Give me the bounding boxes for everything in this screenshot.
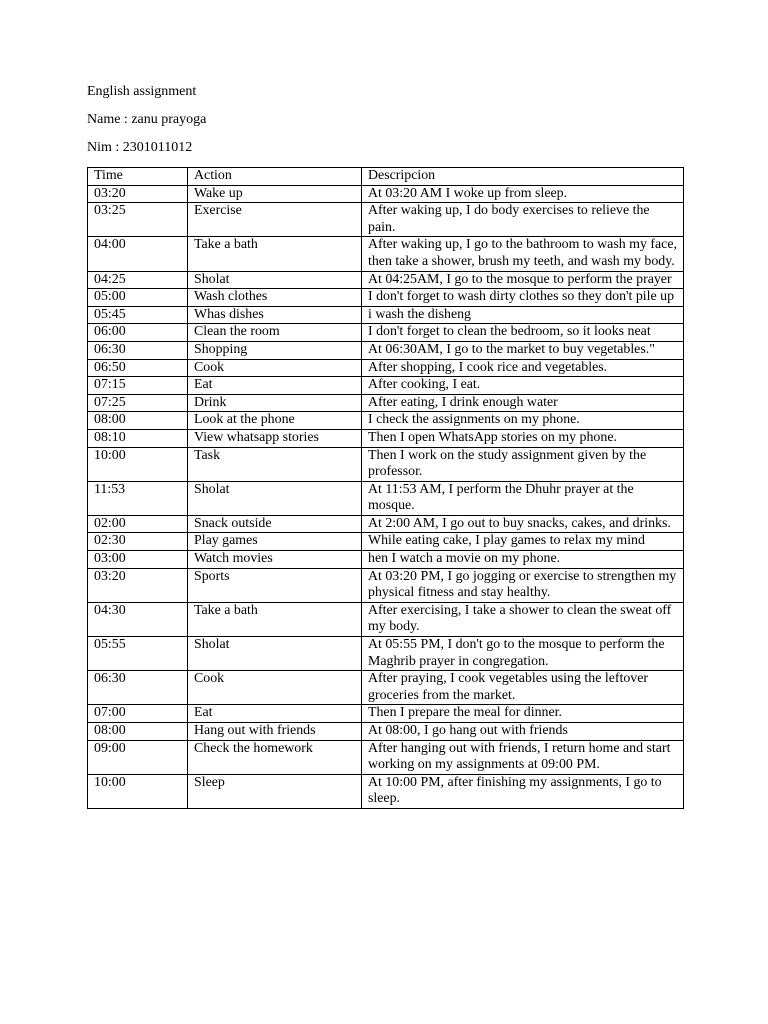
description-cell: At 11:53 AM, I perform the Dhuhr prayer at the mosque. [362,481,684,515]
action-cell: Sholat [188,481,362,515]
description-cell: Then I open WhatsApp stories on my phone. [362,429,684,447]
time-cell: 07:15 [88,377,188,395]
description-cell: After waking up, I do body exercises to relieve the pain. [362,203,684,237]
table-row [88,341,684,359]
time-cell: 08:00 [88,412,188,430]
time-cell: 06:50 [88,359,188,377]
action-cell: Sholat [188,637,362,671]
action-cell: Exercise [188,203,362,237]
description-cell: At 06:30AM, I go to the market to buy vegetables." [362,341,684,359]
action-cell: Sholat [188,271,362,289]
description-cell: hen I watch a movie on my phone. [362,551,684,569]
table-row [88,394,684,412]
table-row [88,637,684,671]
time-cell: 09:00 [88,740,188,774]
time-cell: 02:00 [88,515,188,533]
table-row [88,271,684,289]
description-cell: Then I work on the study assignment given by the professor. [362,447,684,481]
time-cell: 11:53 [88,481,188,515]
description-cell: At 10:00 PM, after finishing my assignments, I go to sleep. [362,774,684,808]
action-cell: Take a bath [188,602,362,636]
table-row [88,671,684,705]
header-action: Action [188,168,362,186]
table-header-row [88,168,684,186]
description-cell: I check the assignments on my phone. [362,412,684,430]
table-row [88,723,684,741]
schedule-body [88,185,684,808]
description-cell: At 2:00 AM, I go out to buy snacks, cakes, and drinks. [362,515,684,533]
description-cell: At 08:00, I go hang out with friends [362,723,684,741]
table-row [88,237,684,271]
description-cell: At 03:20 PM, I go jogging or exercise to strengthen my physical fitness and stay healthy. [362,568,684,602]
header-time: Time [88,168,188,186]
action-cell: Cook [188,359,362,377]
time-cell: 07:00 [88,705,188,723]
description-cell: After hanging out with friends, I return home and start working on my assignments at 09:00 PM. [362,740,684,774]
time-cell: 03:20 [88,185,188,203]
description-cell: While eating cake, I play games to relax my mind [362,533,684,551]
time-cell: 08:10 [88,429,188,447]
time-cell: 06:30 [88,341,188,359]
action-cell: Take a bath [188,237,362,271]
action-cell: Wash clothes [188,289,362,307]
time-cell: 05:55 [88,637,188,671]
time-cell: 06:00 [88,324,188,342]
description-cell: After exercising, I take a shower to clean the sweat off my body. [362,602,684,636]
action-cell: Watch movies [188,551,362,569]
table-row [88,306,684,324]
time-cell: 03:00 [88,551,188,569]
action-cell: Sleep [188,774,362,808]
document-title: English assignment [87,84,197,99]
time-cell: 03:20 [88,568,188,602]
description-cell: I don't forget to clean the bedroom, so it looks neat [362,324,684,342]
time-cell: 10:00 [88,447,188,481]
description-cell: I don't forget to wash dirty clothes so they don't pile up [362,289,684,307]
action-cell: Whas dishes [188,306,362,324]
action-cell: Eat [188,705,362,723]
table-row [88,324,684,342]
description-cell: After cooking, I eat. [362,377,684,395]
action-cell: Drink [188,394,362,412]
table-row [88,774,684,808]
table-row [88,412,684,430]
header-description: Descripcion [362,168,684,186]
time-cell: 05:45 [88,306,188,324]
action-cell: Clean the room [188,324,362,342]
table-row [88,289,684,307]
action-cell: Cook [188,671,362,705]
action-cell: Eat [188,377,362,395]
description-cell: After eating, I drink enough water [362,394,684,412]
action-cell: Sports [188,568,362,602]
action-cell: View whatsapp stories [188,429,362,447]
table-row [88,359,684,377]
description-cell: i wash the disheng [362,306,684,324]
action-cell: Check the homework [188,740,362,774]
student-nim: Nim : 2301011012 [87,140,193,155]
description-cell: After shopping, I cook rice and vegetables. [362,359,684,377]
description-cell: After praying, I cook vegetables using the leftover groceries from the market. [362,671,684,705]
action-cell: Hang out with friends [188,723,362,741]
action-cell: Wake up [188,185,362,203]
description-cell: Then I prepare the meal for dinner. [362,705,684,723]
table-row [88,515,684,533]
table-row [88,447,684,481]
time-cell: 02:30 [88,533,188,551]
table-row [88,185,684,203]
time-cell: 08:00 [88,723,188,741]
table-row [88,551,684,569]
description-cell: After waking up, I go to the bathroom to wash my face, then take a shower, brush my teeth, and wash my body. [362,237,684,271]
time-cell: 05:00 [88,289,188,307]
time-cell: 04:25 [88,271,188,289]
table-row [88,602,684,636]
action-cell: Look at the phone [188,412,362,430]
action-cell: Snack outside [188,515,362,533]
description-cell: At 03:20 AM I woke up from sleep. [362,185,684,203]
action-cell: Shopping [188,341,362,359]
table-row [88,377,684,395]
time-cell: 04:30 [88,602,188,636]
table-row [88,429,684,447]
description-cell: At 05:55 PM, I don't go to the mosque to perform the Maghrib prayer in congregation. [362,637,684,671]
action-cell: Task [188,447,362,481]
student-name: Name : zanu prayoga [87,112,207,127]
table-row [88,568,684,602]
action-cell: Play games [188,533,362,551]
time-cell: 04:00 [88,237,188,271]
time-cell: 07:25 [88,394,188,412]
table-row [88,740,684,774]
time-cell: 10:00 [88,774,188,808]
table-row [88,481,684,515]
table-row [88,705,684,723]
time-cell: 03:25 [88,203,188,237]
description-cell: At 04:25AM, I go to the mosque to perform the prayer [362,271,684,289]
table-row [88,203,684,237]
time-cell: 06:30 [88,671,188,705]
table-row [88,533,684,551]
schedule-table [87,167,684,809]
